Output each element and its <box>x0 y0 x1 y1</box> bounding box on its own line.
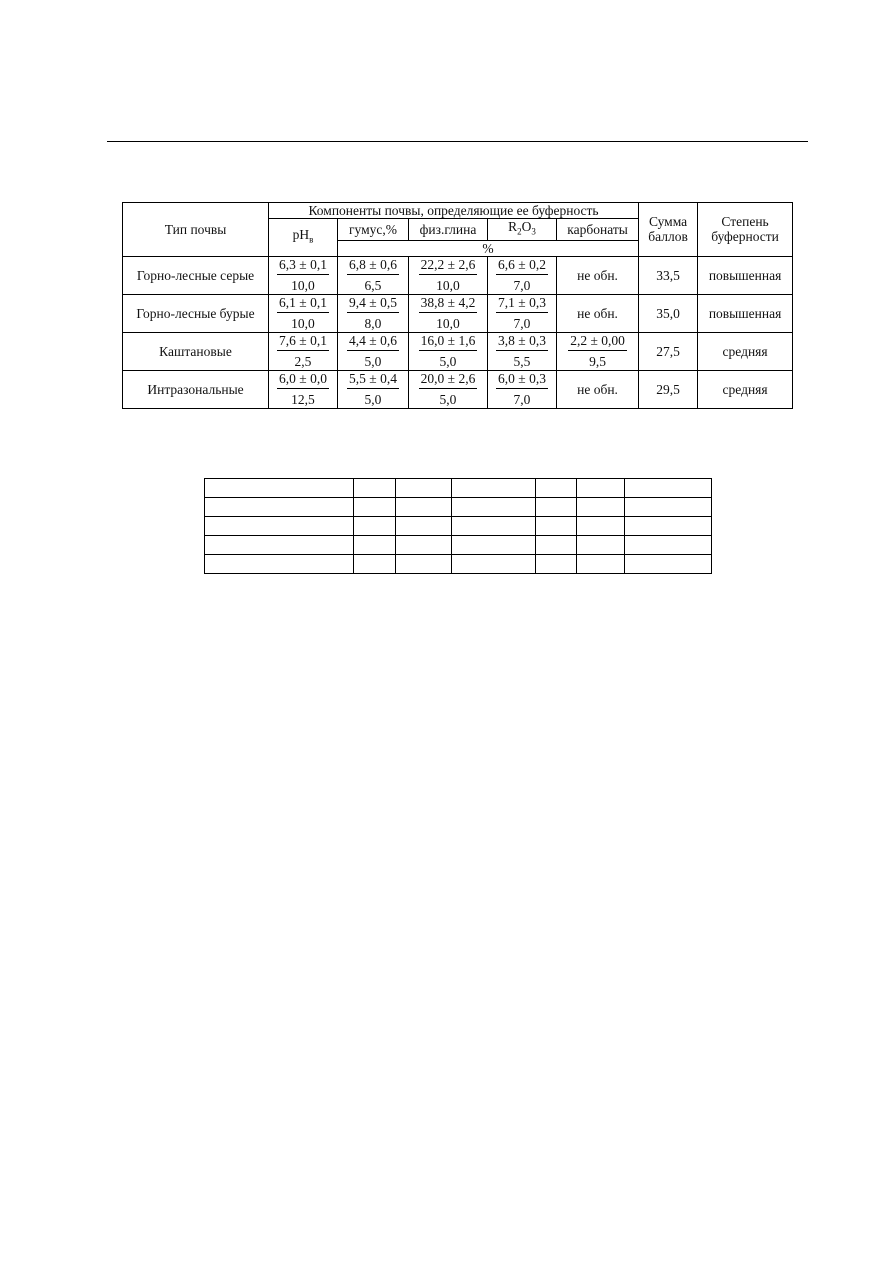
header-degree: Степень буферности <box>698 203 793 257</box>
empty-cell <box>625 517 712 536</box>
empty-table-row <box>205 555 712 574</box>
header-percent: % <box>338 240 639 256</box>
empty-cell <box>205 536 354 555</box>
cell-degree: повышенная <box>698 256 793 294</box>
empty-cell <box>625 498 712 517</box>
cell-soil-type: Горно-лесные бурые <box>123 294 269 332</box>
empty-cell <box>396 498 452 517</box>
empty-cell <box>205 517 354 536</box>
cell-sum: 33,5 <box>639 256 698 294</box>
cell-r2o3: $\frac{3,8 \pm 0,3}{5,5}$ <box>488 332 557 370</box>
cell-clay: $\frac{38,8 \pm 4,2}{10,0}$ <box>409 294 488 332</box>
cell-humus: $\frac{4,4 \pm 0,6}{5,0}$ <box>338 332 409 370</box>
soil-buffer-table <box>122 202 793 409</box>
header-soil-type: Тип почвы <box>123 203 269 257</box>
cell-r2o3: $\frac{6,6 \pm 0,2}{7,0}$ <box>488 256 557 294</box>
header-humus: гумус,% <box>338 219 409 241</box>
header-clay: физ.глина <box>409 219 488 241</box>
cell-degree: средняя <box>698 370 793 408</box>
empty-cell <box>577 517 625 536</box>
empty-cell <box>536 479 577 498</box>
cell-soil-type: Горно-лесные серые <box>123 256 269 294</box>
empty-cell <box>396 517 452 536</box>
empty-cell <box>452 479 536 498</box>
empty-cell <box>625 555 712 574</box>
empty-cell <box>354 479 396 498</box>
empty-cell <box>536 517 577 536</box>
empty-cell <box>354 517 396 536</box>
cell-humus: $\frac{6,8 \pm 0,6}{6,5}$ <box>338 256 409 294</box>
cell-carbonates: $\frac{2,2 \pm 0,00}{9,5}$ <box>557 332 639 370</box>
empty-cell <box>452 498 536 517</box>
cell-degree: средняя <box>698 332 793 370</box>
header-carbonates: карбонаты <box>557 219 639 241</box>
empty-table-row <box>205 536 712 555</box>
empty-table-row <box>205 498 712 517</box>
empty-cell <box>536 555 577 574</box>
empty-cell <box>205 498 354 517</box>
header-ph: $pH_в$ <box>269 219 338 257</box>
table-row <box>123 332 793 370</box>
cell-sum: 29,5 <box>639 370 698 408</box>
cell-soil-type: Каштановые <box>123 332 269 370</box>
cell-carbonates: не обн. <box>557 256 639 294</box>
cell-ph: $\frac{6,3 \pm 0,1}{10,0}$ <box>269 256 338 294</box>
empty-cell <box>452 536 536 555</box>
cell-humus: $\frac{9,4 \pm 0,5}{8,0}$ <box>338 294 409 332</box>
empty-table-row <box>205 517 712 536</box>
top-rule <box>107 141 808 142</box>
empty-cell <box>452 555 536 574</box>
header-r2o3: $R_2O_3$ <box>488 219 557 241</box>
empty-cell <box>396 536 452 555</box>
cell-soil-type: Интразональные <box>123 370 269 408</box>
table-row <box>123 294 793 332</box>
empty-cell <box>354 536 396 555</box>
empty-cell <box>577 555 625 574</box>
empty-cell <box>354 498 396 517</box>
empty-cell <box>625 479 712 498</box>
empty-cell <box>452 517 536 536</box>
cell-humus: $\frac{5,5 \pm 0,4}{5,0}$ <box>338 370 409 408</box>
empty-cell <box>205 479 354 498</box>
empty-cell <box>625 536 712 555</box>
cell-sum: 35,0 <box>639 294 698 332</box>
header-sum: Сумма баллов <box>639 203 698 257</box>
empty-cell <box>536 498 577 517</box>
cell-carbonates: не обн. <box>557 370 639 408</box>
empty-cell <box>577 479 625 498</box>
cell-r2o3: $\frac{7,1 \pm 0,3}{7,0}$ <box>488 294 557 332</box>
cell-clay: $\frac{22,2 \pm 2,6}{10,0}$ <box>409 256 488 294</box>
empty-table <box>204 478 712 574</box>
empty-cell <box>396 479 452 498</box>
cell-carbonates: не обн. <box>557 294 639 332</box>
cell-ph: $\frac{7,6 \pm 0,1}{2,5}$ <box>269 332 338 370</box>
empty-cell <box>577 536 625 555</box>
cell-clay: $\frac{20,0 \pm 2,6}{5,0}$ <box>409 370 488 408</box>
cell-r2o3: $\frac{6,0 \pm 0,3}{7,0}$ <box>488 370 557 408</box>
cell-clay: $\frac{16,0 \pm 1,6}{5,0}$ <box>409 332 488 370</box>
empty-cell <box>205 555 354 574</box>
empty-table-row <box>205 479 712 498</box>
cell-ph: $\frac{6,0 \pm 0,0}{12,5}$ <box>269 370 338 408</box>
empty-cell <box>577 498 625 517</box>
cell-ph: $\frac{6,1 \pm 0,1}{10,0}$ <box>269 294 338 332</box>
empty-cell <box>354 555 396 574</box>
table-row <box>123 256 793 294</box>
table-row <box>123 370 793 408</box>
empty-cell <box>396 555 452 574</box>
empty-cell <box>536 536 577 555</box>
cell-sum: 27,5 <box>639 332 698 370</box>
header-components: Компоненты почвы, определяющие ее буферность <box>269 203 639 219</box>
cell-degree: повышенная <box>698 294 793 332</box>
